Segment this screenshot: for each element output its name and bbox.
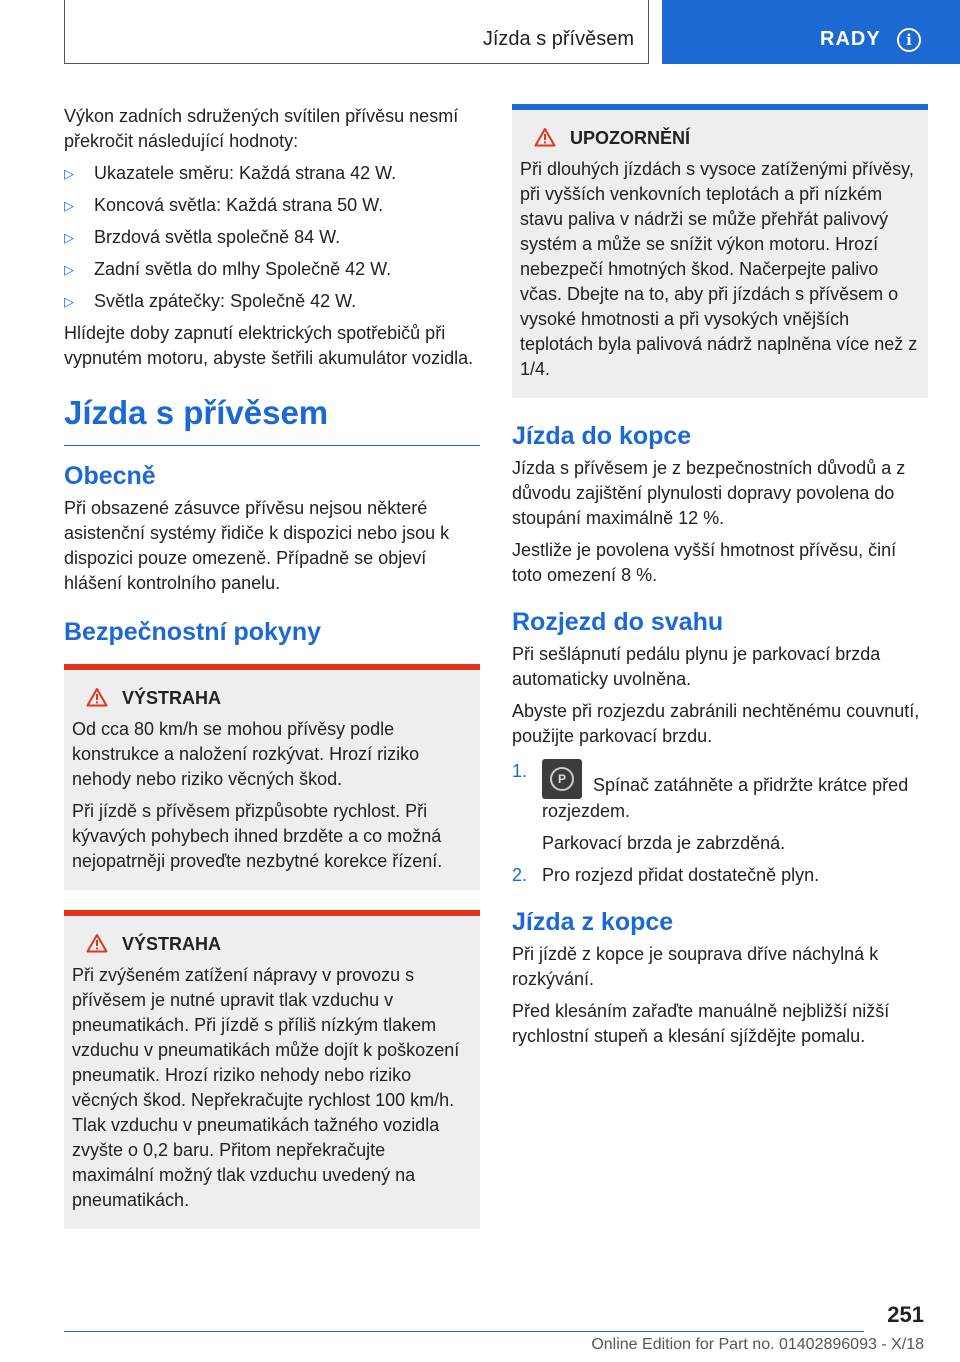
intro-paragraph: Výkon zadních sdružených svítilen přívěsu nesmí překročit následující hodnoty: (64, 106, 459, 151)
step-text: Pro rozjezd přidat dostatečně plyn. (542, 865, 820, 885)
caution-text: Při dlouhých jízdách s vysoce zatíženými přívěsy, při vyšších venkovních teplotách a při nízkém stavu paliva v nádrži se může přehřát palivový systém a může se snížit výkon motoru. Hrozí nebezpečí hmotných škod. Načerpejte palivo včas. Dbejte na to, aby při jízdách s přívěsem o vysoké hmotnosti a při vysokých vnějších teplotách byla palivová nádrž naplněna více než z 1/4. (520, 159, 918, 379)
step-item (512, 759, 928, 824)
header-section-title: Jízda s přívěsem (482, 28, 634, 50)
uphill-paragraph: Jestliže je povolena vyšší hmotnost přívěsu, činí toto omezení 8 %. (512, 540, 897, 585)
downhill-paragraph: Při jízdě z kopce je souprava dříve náchylná k rozkývání. (512, 944, 879, 989)
triangle-bullet-icon: ▷ (64, 166, 74, 181)
warning-text: Při jízdě s přívěsem přizpůsobte rychlost. Při kývavých pohybech ihned brzděte a co možná nejopatrněji proveďte nezbytné korekce řízení. (72, 801, 443, 871)
downhill-heading: Jízda z kopce (512, 908, 674, 936)
general-paragraph: Při obsazené zásuvce přívěsu nejsou některé asistenční systémy řidiče k dispozici nebo jsou k dispozici pouze omezeně. Případně se objeví hlášení kontrolního panelu. (64, 498, 450, 593)
caution-box (512, 104, 928, 398)
list-item (64, 225, 480, 250)
start-paragraph: Abyste při rozjezdu zabránili nechtěnému couvnutí, použijte parkovací brzdu. (512, 701, 920, 746)
triangle-bullet-icon: ▷ (64, 198, 74, 213)
list-item (64, 193, 480, 218)
list-item (64, 289, 480, 314)
main-heading: Jízda s přívěsem (64, 393, 480, 446)
warning-title-row (72, 932, 472, 957)
header-tag: RADY (820, 28, 881, 50)
triangle-bullet-icon: ▷ (64, 262, 74, 277)
caution-title-row (520, 126, 920, 151)
step-note (512, 831, 928, 856)
warning-icon (86, 687, 108, 707)
step-number: 1. (512, 761, 528, 781)
warning-title-row (72, 686, 472, 711)
list-item-text: Ukazatele směru: Každá strana 42 W. (94, 163, 397, 183)
warning-title: VÝSTRAHA (122, 688, 222, 708)
start-paragraph: Při sešlápnutí pedálu plynu je parkovací brzda automaticky uvolněna. (512, 644, 881, 689)
warning-box (64, 910, 480, 1229)
parking-brake-icon (542, 759, 582, 799)
warning-text: Při zvýšeném zatížení nápravy v provozu s přívěsem je nutné upravit tlak vzduchu v pneumatikách. Při jízdě s příliš nízkým tlakem vzduchu v pneumatikách může dojít k poškození pneumatik. Hrozí riziko nehody nebo riziko věcných škod. Nepřekračujte rychlost 100 km/h. Tlak vzduchu v pneumatikách tažného vozidla zvyšte o 0,2 baru. Přitom nepřekračujte maximální možný tlak vzduchu uvedený na pneumatikách. (72, 965, 460, 1210)
warning-icon (86, 933, 108, 953)
warning-title: VÝSTRAHA (122, 934, 222, 954)
warning-text: Od cca 80 km/h se mohou přívěsy podle konstrukce a naložení rozkývat. Hrozí riziko nehody nebo riziko věcných škod. (72, 719, 420, 789)
info-icon: i (897, 28, 921, 52)
footer-divider (64, 1331, 864, 1332)
right-column (512, 104, 928, 1056)
lamp-limits-list (64, 161, 480, 314)
header-tag-box (662, 0, 960, 64)
general-heading: Obecně (64, 462, 156, 490)
list-item-text: Koncová světla: Každá strana 50 W. (94, 195, 384, 215)
triangle-bullet-icon: ▷ (64, 294, 74, 309)
safety-heading: Bezpečnostní pokyny (64, 618, 321, 646)
page-number: 251 (887, 1302, 924, 1327)
start-heading: Rozjezd do svahu (512, 608, 724, 636)
step-item (512, 863, 928, 888)
uphill-heading: Jízda do kopce (512, 422, 692, 450)
step-text: Spínač zatáhněte a přidržte krátce před rozjezdem. (542, 775, 909, 821)
list-item (64, 161, 480, 186)
list-item-text: Brzdová světla společně 84 W. (94, 227, 341, 247)
parking-brake-symbol: P (550, 767, 574, 791)
step-number: 2. (512, 865, 528, 885)
footer-edition: Online Edition for Part no. 01402896093 - X/18 (591, 1336, 924, 1353)
header-section-box (64, 0, 649, 64)
caution-title: UPOZORNĚNÍ (570, 128, 691, 148)
start-steps-list (512, 759, 928, 888)
left-column (64, 104, 480, 1229)
caution-icon (534, 127, 556, 147)
list-item (64, 257, 480, 282)
uphill-paragraph: Jízda s přívěsem je z bezpečnostních důvodů a z důvodu zajištění plynulosti dopravy povolena do stoupání maximálně 12 %. (512, 458, 906, 528)
warning-box (64, 664, 480, 890)
list-item-text: Zadní světla do mlhy Společně 42 W. (94, 259, 392, 279)
triangle-bullet-icon: ▷ (64, 230, 74, 245)
battery-paragraph: Hlídejte doby zapnutí elektrických spotřebičů při vypnutém motoru, abyste šetřili akumulátor vozidla. (64, 323, 474, 368)
list-item-text: Světla zpátečky: Společně 42 W. (94, 291, 357, 311)
step-note-text: Parkovací brzda je zabrzděná. (542, 833, 786, 853)
downhill-paragraph: Před klesáním zařaďte manuálně nejbližší nižší rychlostní stupeň a klesání sjíždějte pomalu. (512, 1001, 890, 1046)
